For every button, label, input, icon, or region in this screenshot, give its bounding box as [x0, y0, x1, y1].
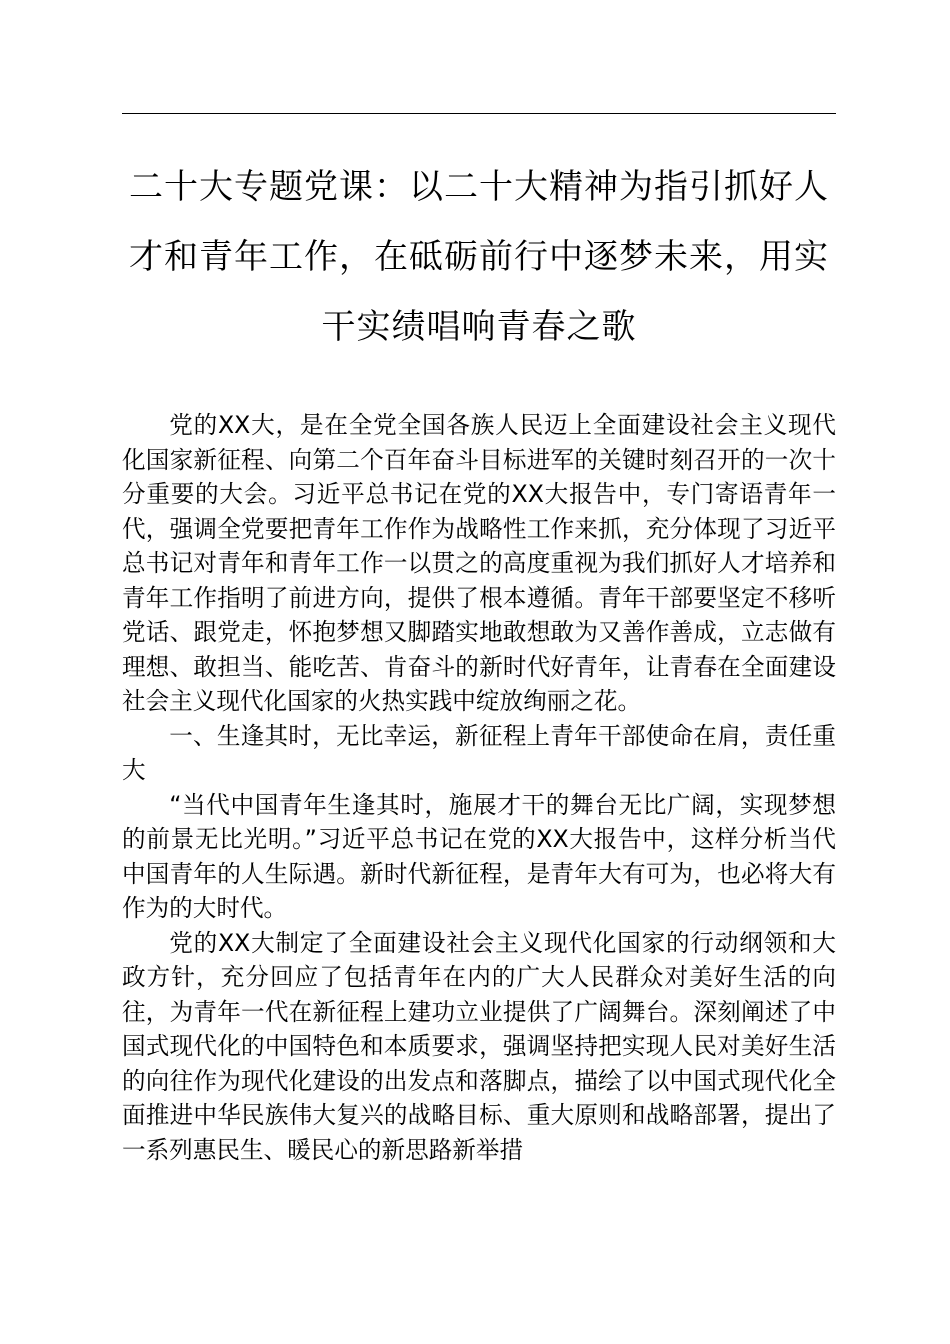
paragraph-quote: “当代中国青年生逢其时，施展才干的舞台无比广阔，实现梦想的前景无比光明。”习近平总书记在党的XX大报告中，这样分析当代中国青年的人生际遇。新时代新征程，是青年大有可为，也必将大有作为的大时代。	[122, 790, 836, 922]
document-title	[122, 152, 836, 362]
title-line-3: 干实绩唱响青春之歌	[321, 307, 637, 347]
paragraph-congress: 党的XX大制定了全面建设社会主义现代化国家的行动纲领和大政方针，充分回应了包括青年在内的广大人民群众对美好生活的向往，为青年一代在新征程上建功立业提供了广阔舞台。深刻阐述了中国式现代化的中国特色和本质要求，强调坚持把实现人民对美好生活的向往作为现代化建设的出发点和落脚点，描绘了以中国式现代化全面推进中华民族伟大复兴的战略目标、重大原则和战略部署，提出了一系列惠民生、暖民心的新思路新举措	[122, 928, 836, 1164]
title-line-2: 才和青年工作，在砥砺前行中逐梦未来，用实	[129, 237, 829, 277]
document-body	[122, 408, 836, 1167]
section-heading-1: 一、生逢其时，无比幸运，新征程上青年干部使命在肩，责任重大	[122, 721, 836, 784]
title-line-1: 二十大专题党课：以二十大精神为指引抓好人	[129, 167, 829, 207]
header-rule	[122, 113, 836, 114]
paragraph-intro: 党的XX大，是在全党全国各族人民迈上全面建设社会主义现代化国家新征程、向第二个百年奋斗目标进军的关键时刻召开的一次十分重要的大会。习近平总书记在党的XX大报告中，专门寄语青年一代，强调全党要把青年工作作为战略性工作来抓，充分体现了习近平总书记对青年和青年工作一以贯之的高度重视为我们抓好人才培养和青年工作指明了前进方向，提供了根本遵循。青年干部要坚定不移听党话、跟党走，怀抱梦想又脚踏实地敢想敢为又善作善成，立志做有理想、敢担当、能吃苦、肯奋斗的新时代好青年，让青春在全面建设社会主义现代化国家的火热实践中绽放绚丽之花。	[122, 411, 836, 715]
